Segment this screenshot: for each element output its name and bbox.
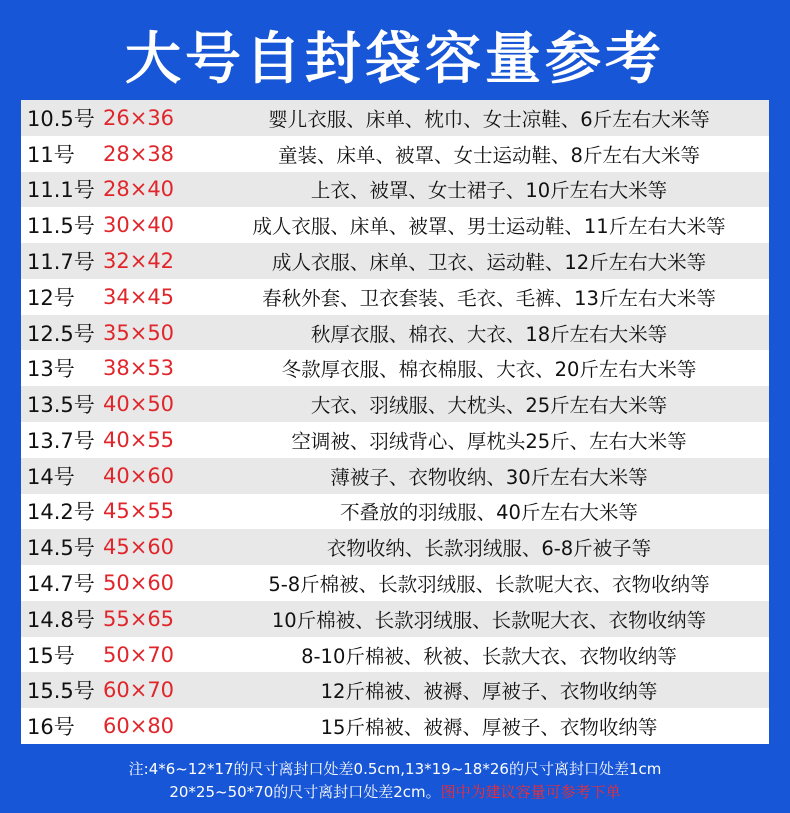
bag-dimensions: 40×50	[103, 392, 175, 417]
suggested-contents: 童装、床单、被罩、女士运动鞋、8斤左右大米等	[278, 143, 700, 167]
size-number: 13.7号	[27, 428, 95, 453]
table-row	[21, 207, 769, 243]
bag-dimensions: 28×40	[103, 177, 175, 202]
note-line-2-highlight: 图中为建议容量可参考下单	[440, 783, 621, 801]
size-number: 11.7号	[27, 249, 95, 274]
note-line-1: 注:4*6~12*17的尺寸离封口处差0.5cm,13*19~18*26的尺寸离封口处差1cm	[128, 760, 662, 778]
table-row	[21, 136, 769, 172]
suggested-contents: 不叠放的羽绒服、40斤左右大米等	[340, 501, 638, 525]
suggested-contents: 成人衣服、床单、被罩、男士运动鞋、11斤左右大米等	[252, 215, 726, 239]
suggested-contents: 大衣、羽绒服、大枕头、25斤左右大米等	[310, 394, 668, 418]
bag-dimensions: 32×42	[103, 248, 175, 273]
table-row	[21, 601, 769, 637]
size-number: 11号	[27, 142, 75, 167]
size-number: 14.8号	[27, 607, 95, 632]
bag-dimensions: 60×70	[103, 678, 175, 703]
table-row	[21, 350, 769, 386]
table-row	[21, 458, 769, 494]
bag-dimensions: 55×65	[103, 606, 175, 631]
suggested-contents: 秋厚衣服、棉衣、大衣、18斤左右大米等	[310, 322, 668, 346]
bag-dimensions: 28×38	[103, 141, 175, 166]
bag-dimensions: 35×50	[103, 320, 175, 345]
bag-dimensions: 45×55	[103, 499, 175, 524]
bag-dimensions: 45×60	[103, 535, 175, 560]
bag-dimensions: 34×45	[103, 284, 175, 309]
bag-dimensions: 26×36	[103, 105, 175, 130]
table-row	[21, 637, 769, 673]
bag-dimensions: 60×80	[103, 714, 175, 739]
note-line-2	[0, 781, 790, 802]
suggested-contents: 春秋外套、卫衣套装、毛衣、毛裤、13斤左右大米等	[262, 286, 716, 310]
size-number: 11.5号	[27, 214, 95, 239]
suggested-contents: 婴儿衣服、床单、枕巾、女士凉鞋、6斤左右大米等	[268, 107, 710, 131]
suggested-contents: 15斤棉被、被褥、厚被子、衣物收纳等	[320, 716, 658, 740]
suggested-contents: 薄被子、衣物收纳、30斤左右大米等	[330, 465, 648, 489]
table-row	[21, 529, 769, 565]
bag-dimensions: 40×60	[103, 463, 175, 488]
note-line-2-text: 20*25~50*70的尺寸离封口处差2cm。	[169, 783, 441, 801]
bag-dimensions: 30×40	[103, 213, 175, 238]
size-number: 14.5号	[27, 536, 95, 561]
suggested-contents: 上衣、被罩、女士裙子、10斤左右大米等	[310, 179, 668, 203]
suggested-contents: 5-8斤棉被、长款羽绒服、长款呢大衣、衣物收纳等	[268, 572, 710, 596]
table-row	[21, 422, 769, 458]
size-number: 14.7号	[27, 571, 95, 596]
size-number: 12号	[27, 285, 75, 310]
size-number: 14.2号	[27, 500, 95, 525]
table-row	[21, 243, 769, 279]
table-row	[21, 315, 769, 351]
bag-dimensions: 38×53	[103, 356, 175, 381]
table-row	[21, 172, 769, 208]
bag-dimensions: 50×70	[103, 642, 175, 667]
bag-dimensions: 40×55	[103, 427, 175, 452]
size-reference-table	[21, 100, 769, 744]
size-number: 12.5号	[27, 321, 95, 346]
table-row	[21, 279, 769, 315]
page-title: 大号自封袋容量参考	[125, 27, 665, 92]
suggested-contents: 衣物收纳、长款羽绒服、6-8斤被子等	[326, 537, 652, 561]
size-number: 13.5号	[27, 393, 95, 418]
table-row	[21, 672, 769, 708]
suggested-contents: 10斤棉被、长款羽绒服、长款呢大衣、衣物收纳等	[271, 608, 707, 632]
bag-dimensions: 50×60	[103, 570, 175, 595]
size-number: 10.5号	[27, 106, 95, 131]
table-row	[21, 494, 769, 530]
size-number: 14号	[27, 464, 75, 489]
size-number: 11.1号	[27, 178, 95, 203]
suggested-contents: 8-10斤棉被、秋被、长款大衣、衣物收纳等	[301, 644, 677, 668]
table-row	[21, 565, 769, 601]
table-row	[21, 386, 769, 422]
size-number: 15号	[27, 643, 75, 668]
table-row	[21, 708, 769, 744]
table-row	[21, 100, 769, 136]
suggested-contents: 成人衣服、床单、卫衣、运动鞋、12斤左右大米等	[271, 250, 707, 274]
size-number: 15.5号	[27, 679, 95, 704]
suggested-contents: 冬款厚衣服、棉衣棉服、大衣、20斤左右大米等	[281, 358, 697, 382]
size-number: 16号	[27, 715, 75, 740]
suggested-contents: 12斤棉被、被褥、厚被子、衣物收纳等	[320, 680, 658, 704]
size-number: 13号	[27, 357, 75, 382]
suggested-contents: 空调被、羽绒背心、厚枕头25斤、左右大米等	[291, 429, 687, 453]
